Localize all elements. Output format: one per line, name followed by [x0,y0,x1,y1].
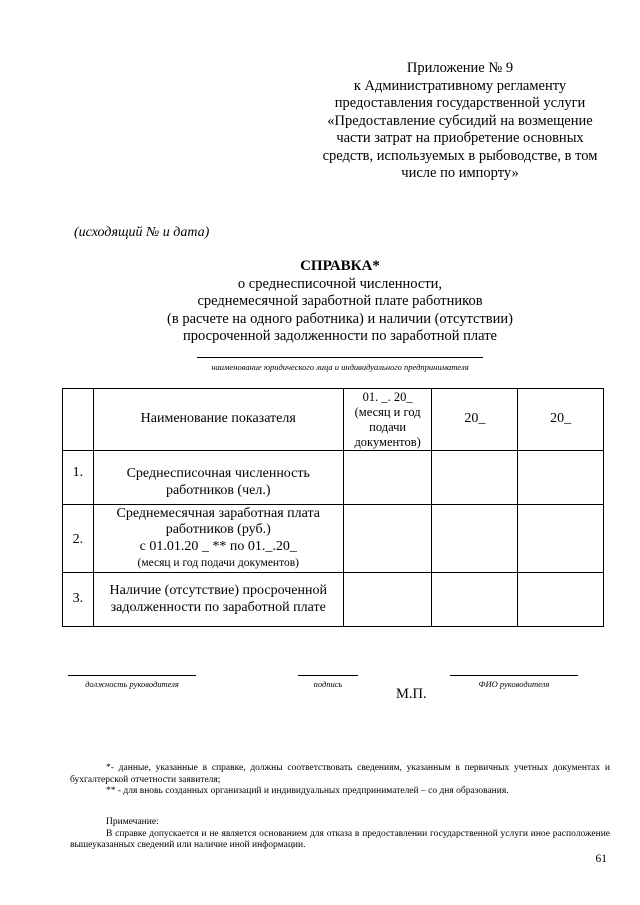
appendix-line: числе по импорту» [401,165,519,181]
row-name-line: работников (руб.) [165,522,271,537]
row-name-line: Наличие (отсутствие) просроченной [109,583,327,598]
row-number: 2. [63,505,94,573]
row-value-date [343,573,432,627]
footnote-second: ** - для вновь созданных организаций и индивидуальных предпринимателей – со дня образования. [106,786,509,796]
certificate-title: СПРАВКА* [300,258,380,274]
row-value-year2 [518,505,604,573]
appendix-line: Приложение № 9 [406,60,514,76]
header-year1-cell: 20_ [432,389,518,451]
appendix-line: «Предоставление субсидий на возмещение [327,112,593,129]
appendix-line: средств, используемых в рыбоводстве, в том [322,147,598,164]
position-caption: должность руководителя [85,679,179,689]
appendix-line: предоставления государственной услуги [334,95,586,111]
certificate-subtitle-line: (в расчете на одного работника) и наличии (отсутствии) [167,310,513,327]
appendix-line: части затрат на приобретение основных [336,130,584,146]
note-title: Примечание: [106,817,159,827]
header-year2-cell: 20_ [518,389,604,451]
signature-caption: подпись [313,679,343,689]
row-number: 3. [63,573,94,627]
certificate-subtitle-line: среднемесячной заработной плате работников [197,293,483,309]
row-value-year1 [432,573,518,627]
row-indicator-name [93,505,343,573]
row-value-year2 [518,573,604,627]
table-row [63,505,604,573]
position-signature-line [68,675,196,676]
row-indicator-name [93,451,343,505]
row-name-note: (месяц и год подачи документов) [137,557,299,569]
header-date-line: документов) [354,434,421,449]
organization-name-line [197,357,483,358]
row-name-line: с 01.01.20 _ ** по 01._.20_ [139,538,297,554]
footnotes [70,763,610,798]
signature-line [298,675,358,676]
header-date-line: 01. _. 20_ [362,389,413,404]
appendix-line: к Административному регламенту [353,77,567,94]
page-number: 61 [595,853,607,865]
row-name-line: Среднесписочная численность [126,466,310,481]
appendix-header [300,60,620,183]
certificate-subtitle-line: просроченной задолженности по заработной плате [183,328,497,344]
note-text: В справке допускается и не является основанием для отказа в предоставлении государственной услуги иное расположение вышеуказанных сведений или наличие иной информации. [70,828,610,850]
header-indicator-cell: Наименование показателя [93,389,343,451]
footnote-first: *- данные, указанные в справке, должны соответствовать сведениям, указанным в первичных учетных документах и бухгалтерской отчетности заявителя; [70,763,610,785]
row-name-line: задолженности по заработной плате [110,599,326,615]
row-number: 1. [63,451,94,505]
certificate-subtitle-line: о среднесписочной численности, [237,275,443,292]
row-value-year1 [432,505,518,573]
row-name-line: Среднемесячная заработная плата [116,505,320,521]
row-value-year1 [432,451,518,505]
table-header-row [63,389,604,451]
header-date-cell [343,389,432,451]
header-date-line: подачи [369,419,407,434]
indicators-table [62,388,604,627]
header-num-cell [63,389,94,451]
row-value-year2 [518,451,604,505]
row-indicator-name [93,573,343,627]
note-block [70,817,610,852]
table-row [63,451,604,505]
row-name-line: работников (чел.) [165,482,271,498]
outgoing-number-label: (исходящий № и дата) [74,225,210,240]
stamp-place-label: М.П. [396,686,427,702]
table-row [63,573,604,627]
row-value-date [343,451,432,505]
full-name-caption: ФИО руководителя [478,679,550,689]
row-value-date [343,505,432,573]
certificate-title-block [120,258,560,346]
header-date-line: (месяц и год [354,404,421,419]
full-name-signature-line [450,675,578,676]
organization-name-caption: наименование юридического лица и индивидуального предпринимателя [211,362,469,372]
